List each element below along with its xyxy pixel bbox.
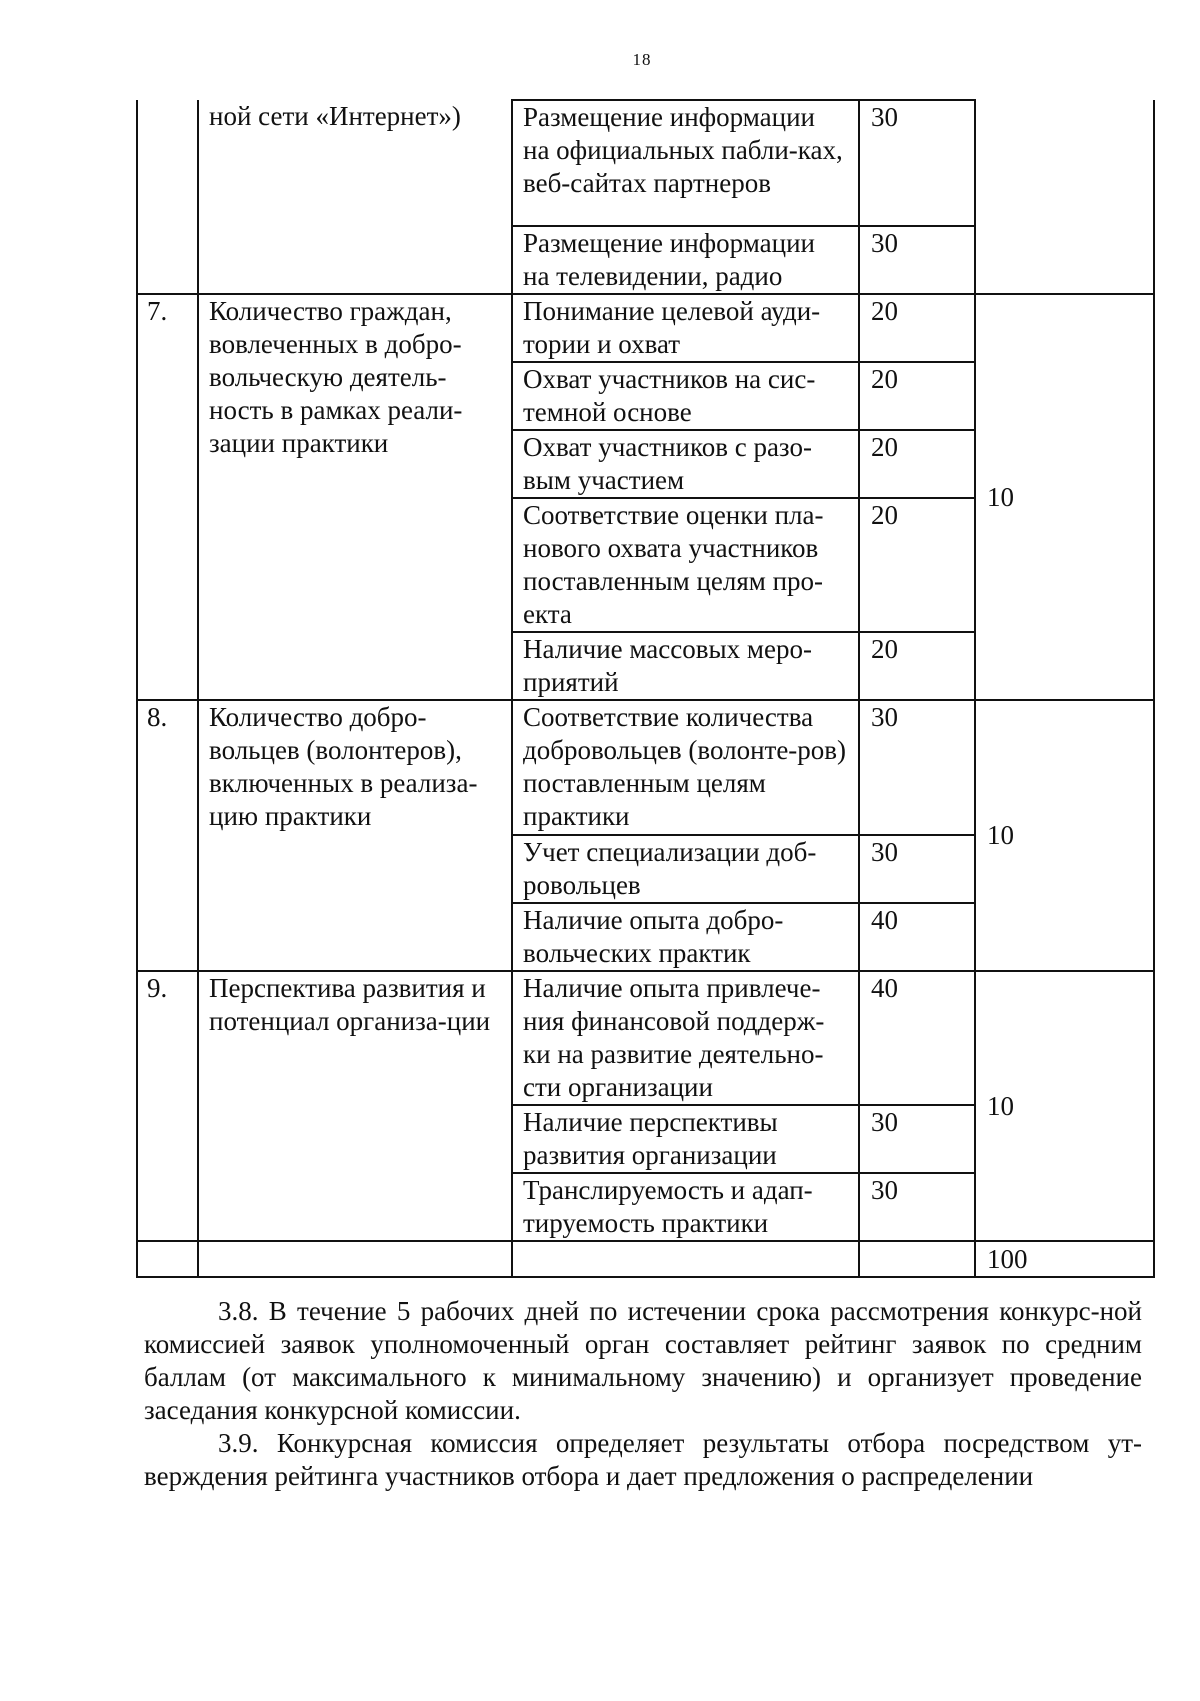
indicator-cell: Охват участников на сис-темной основе — [512, 362, 859, 430]
paragraph-3-8: 3.8. В течение 5 рабочих дней по истечении срока рассмотрения конкурс-ной комиссией заявок уполномоченный орган составляет рейтинг заявок по средним баллам (от максимального к минимальному значению) и организует проведение заседания конкурсной комиссии. — [144, 1296, 1142, 1425]
indicator-cell: Наличие массовых меро-приятий — [512, 632, 859, 700]
score-cell: 20 — [859, 430, 975, 498]
score-cell: 20 — [859, 294, 975, 362]
table-row — [137, 700, 1154, 835]
criterion-cell: ной сети «Интернет») — [198, 100, 512, 294]
score-cell: 40 — [859, 903, 975, 971]
score-cell: 20 — [859, 362, 975, 430]
score-cell: 30 — [859, 835, 975, 903]
score-cell: 30 — [859, 100, 975, 226]
page-number: 18 — [632, 50, 652, 69]
indicator-cell: Соответствие оценки пла-нового охвата участников поставленным целям про-екта — [512, 498, 859, 632]
row-number-cell — [137, 100, 198, 294]
row-number-cell: 8. — [137, 700, 198, 971]
score-cell: 30 — [859, 1173, 975, 1241]
indicator-cell: Размещение информации на официальных пабли-ках, веб-сайтах партнеров — [512, 100, 859, 226]
indicator-cell: Транслируемость и адап-тируемость практики — [512, 1173, 859, 1241]
total-empty-cell — [859, 1241, 975, 1277]
score-cell: 20 — [859, 498, 975, 632]
table-row — [137, 100, 1154, 226]
score-cell: 30 — [859, 226, 975, 294]
table-row — [137, 294, 1154, 362]
score-cell: 30 — [859, 700, 975, 835]
indicator-cell: Учет специализации доб-ровольцев — [512, 835, 859, 903]
row-number-cell: 7. — [137, 294, 198, 700]
weight-cell: 10 — [975, 294, 1154, 700]
indicator-cell: Наличие опыта добро-вольческих практик — [512, 903, 859, 971]
criterion-cell: Количество добро-вольцев (волонтеров), включенных в реализа-цию практики — [198, 700, 512, 971]
paragraph-3-9: 3.9. Конкурсная комиссия определяет результаты отбора посредством ут-верждения рейтинга участников отбора и дает предложения о распределении — [144, 1428, 1142, 1491]
score-cell: 20 — [859, 632, 975, 700]
total-row — [137, 1241, 1154, 1277]
criteria-table — [136, 99, 1155, 1278]
criterion-cell: Перспектива развития и потенциал организа-ции — [198, 971, 512, 1241]
indicator-cell: Соответствие количества добровольцев (волонте-ров) поставленным целям практики — [512, 700, 859, 835]
weight-cell: 10 — [975, 971, 1154, 1241]
criterion-cell: Количество граждан, вовлеченных в добро-вольческую деятель-ность в рамках реали-зации практики — [198, 294, 512, 700]
weight-cell — [975, 100, 1154, 294]
row-number-cell: 9. — [137, 971, 198, 1241]
indicator-cell: Охват участников с разо-вым участием — [512, 430, 859, 498]
criteria-table-wrapper — [136, 99, 1155, 1278]
total-empty-cell — [137, 1241, 198, 1277]
indicator-cell: Понимание целевой ауди-тории и охват — [512, 294, 859, 362]
indicator-cell: Размещение информации на телевидении, радио — [512, 226, 859, 294]
indicator-cell: Наличие перспективы развития организации — [512, 1105, 859, 1173]
indicator-cell: Наличие опыта привлече-ния финансовой поддерж-ки на развитие деятельно-сти организации — [512, 971, 859, 1105]
total-score-cell: 100 — [975, 1241, 1154, 1277]
body-text — [144, 1295, 1142, 1493]
score-cell: 40 — [859, 971, 975, 1105]
total-empty-cell — [198, 1241, 512, 1277]
table-row — [137, 971, 1154, 1105]
weight-cell: 10 — [975, 700, 1154, 971]
total-empty-cell — [512, 1241, 859, 1277]
score-cell: 30 — [859, 1105, 975, 1173]
